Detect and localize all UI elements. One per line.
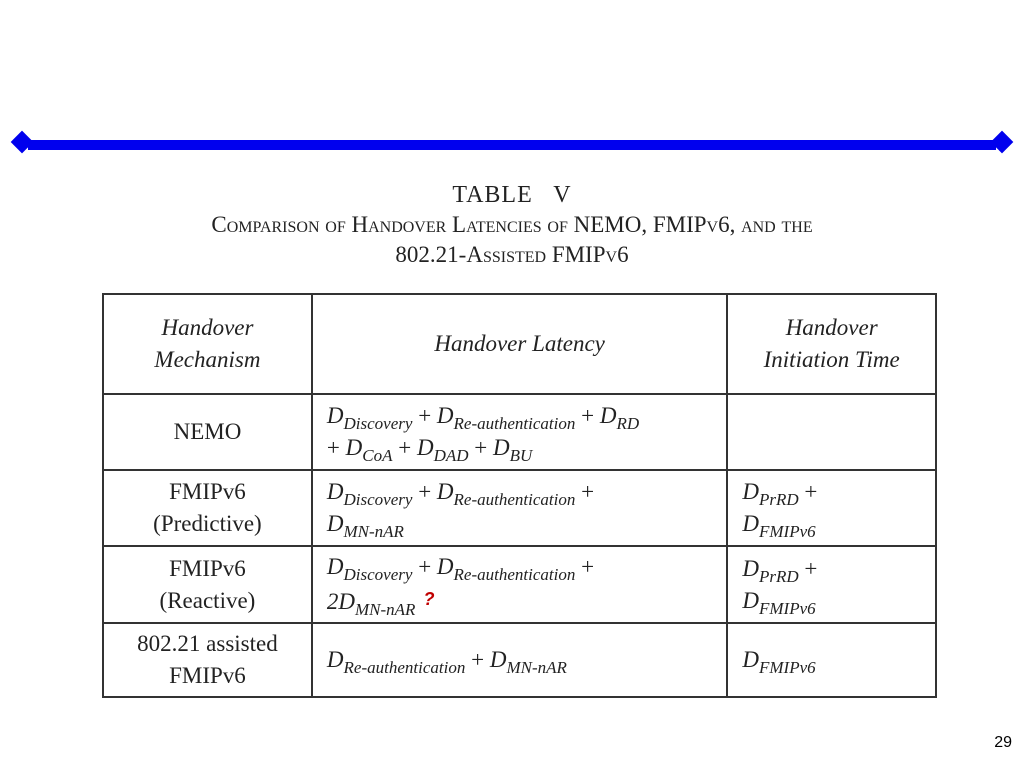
table-row <box>103 470 936 546</box>
mechanism-cell <box>103 546 312 623</box>
formula-line <box>742 644 921 676</box>
mechanism-line: (Reactive) <box>159 587 256 613</box>
formula-subscript: Re-authentication <box>343 658 466 677</box>
formula-line <box>742 476 921 508</box>
formula-subscript: Discovery <box>343 490 413 509</box>
formula-subscript: DAD <box>433 446 469 465</box>
formula-term: + <box>798 479 818 504</box>
comparison-table <box>102 293 937 698</box>
formula-subscript: RD <box>616 414 640 433</box>
formula-term: D <box>436 403 454 428</box>
formula-term: 2D <box>326 589 356 614</box>
table-header-row <box>103 294 936 394</box>
formula-term: + <box>468 435 494 460</box>
question-annotation: ? <box>423 589 435 609</box>
header-rule <box>18 140 1006 150</box>
formula-subscript: Re-authentication <box>453 565 576 584</box>
formula-term: + <box>412 403 437 428</box>
initiation-cell <box>727 394 936 470</box>
formula-term: D <box>599 403 617 428</box>
formula-subscript: BU <box>509 446 533 465</box>
initiation-cell <box>727 623 936 697</box>
mechanism-cell <box>103 623 312 697</box>
formula-subscript: FMIPv6 <box>758 658 816 677</box>
formula-term: + <box>412 554 437 579</box>
formula-line <box>327 551 712 583</box>
initiation-cell <box>727 546 936 623</box>
formula-term: D <box>742 587 759 613</box>
formula-term: D <box>326 554 344 579</box>
formula-subscript: MN-nAR <box>506 658 567 677</box>
formula-term: D <box>436 554 454 579</box>
formula-line <box>327 508 712 540</box>
formula-term: D <box>326 511 344 536</box>
formula-term: + <box>412 479 437 504</box>
latency-cell <box>312 394 727 470</box>
formula-subscript: FMIPv6 <box>758 522 816 541</box>
formula-subscript: Re-authentication <box>453 414 576 433</box>
table-row <box>103 623 936 697</box>
mechanism-line: FMIPv6 <box>169 663 246 688</box>
header-mechanism <box>103 294 312 394</box>
formula-term: D <box>436 479 454 504</box>
formula-line <box>327 432 712 464</box>
table-subtitle-line2: 802.21-Assisted FMIPv6 <box>395 242 629 267</box>
formula-term: + <box>575 403 600 428</box>
formula-subscript: MN-nAR <box>343 522 404 541</box>
formula-line <box>327 644 712 676</box>
mechanism-line: FMIPv6 <box>169 479 246 504</box>
formula-line <box>742 585 921 617</box>
formula-term: D <box>416 435 434 460</box>
formula-term: D <box>493 435 510 460</box>
mechanism-cell <box>103 394 312 470</box>
formula-term: + <box>798 555 818 581</box>
header-initiation-line2: Initiation Time <box>763 347 900 372</box>
formula-line <box>742 508 921 540</box>
formula-term: D <box>345 435 363 460</box>
mechanism-line: FMIPv6 <box>169 555 246 581</box>
header-latency: Handover Latency <box>312 294 727 394</box>
formula-line <box>327 583 712 618</box>
formula-subscript: PrRD <box>758 490 799 509</box>
table-caption <box>0 180 1024 270</box>
formula-term: + <box>326 435 346 460</box>
formula-term: D <box>489 647 507 672</box>
formula-line <box>327 400 712 432</box>
formula-term: + <box>465 647 490 672</box>
latency-cell <box>312 546 727 623</box>
formula-subscript: Re-authentication <box>453 490 576 509</box>
formula-subscript: PrRD <box>758 566 799 586</box>
formula-subscript: Discovery <box>343 565 413 584</box>
table-subtitle-line1: Comparison of Handover Latencies of NEMO, FMIPv6, and the <box>211 212 813 237</box>
mechanism-cell <box>103 470 312 546</box>
formula-line <box>742 553 921 585</box>
formula-subscript: MN-nAR <box>355 600 416 619</box>
formula-term: D <box>326 647 344 672</box>
mechanism-line: 802.21 assisted <box>137 631 278 656</box>
header-mechanism-line1: Handover <box>161 315 254 340</box>
formula-term: + <box>392 435 417 460</box>
formula-term: D <box>742 511 759 536</box>
formula-term: D <box>326 403 344 428</box>
table-row <box>103 394 936 470</box>
header-initiation <box>727 294 936 394</box>
table-title: TABLE V <box>452 182 572 208</box>
page-number: 29 <box>994 734 1012 751</box>
mechanism-line: (Predictive) <box>153 511 262 536</box>
formula-term: D <box>326 479 344 504</box>
header-initiation-line1: Handover <box>785 315 878 340</box>
formula-term: + <box>575 554 595 579</box>
latency-cell <box>312 470 727 546</box>
table-row <box>103 546 936 623</box>
initiation-cell <box>727 470 936 546</box>
rule-bar <box>28 140 996 150</box>
formula-term: + <box>575 479 595 504</box>
formula-term: D <box>742 479 759 504</box>
formula-line <box>327 476 712 508</box>
header-mechanism-line2: Mechanism <box>154 347 261 372</box>
formula-subscript: Discovery <box>343 414 413 433</box>
formula-subscript: FMIPv6 <box>758 598 816 618</box>
formula-term: D <box>742 647 759 672</box>
formula-subscript: CoA <box>362 446 393 465</box>
formula-term: D <box>742 555 759 581</box>
mechanism-line: NEMO <box>173 419 242 444</box>
latency-cell <box>312 623 727 697</box>
